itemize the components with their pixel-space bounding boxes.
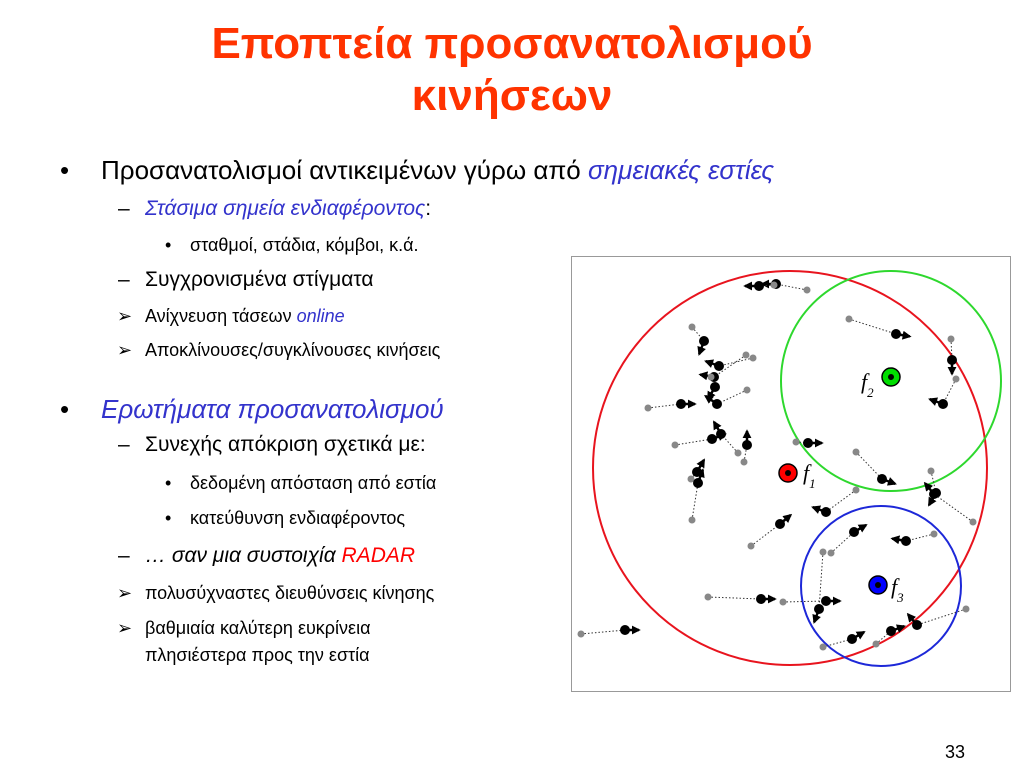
sub-bullet-2a: Συνεχής απόκριση σχετικά με: xyxy=(145,433,426,456)
sub-bullet-2b-emphasis: … σαν μια συστοιχία xyxy=(145,544,342,567)
sub-bullet-1a-colon: : xyxy=(425,197,432,220)
sub-bullet-1a-emphasis: Στάσιμα σημεία ενδιαφέροντος xyxy=(145,197,426,220)
current-position-dot xyxy=(710,382,720,392)
sub-bullet-2d-line-2: πλησιέστερα προς την εστία xyxy=(145,645,370,665)
slide-title xyxy=(0,18,1024,122)
bullet-dot: • xyxy=(165,508,172,528)
sub-bullet-1c-emphasis: online xyxy=(296,306,345,326)
current-position-dot xyxy=(714,361,724,371)
current-position-dot xyxy=(847,634,857,644)
previous-position-dot xyxy=(853,449,860,456)
previous-position-dot xyxy=(828,550,835,557)
previous-position-dot xyxy=(689,517,696,524)
previous-position-dot xyxy=(793,439,800,446)
focus-2-sub: 2 xyxy=(867,385,874,400)
bullet-point-2: Ερωτήματα προσανατολισμού xyxy=(101,394,444,424)
current-position-dot xyxy=(814,604,824,614)
current-position-dot xyxy=(901,536,911,546)
previous-position-dot xyxy=(853,487,860,494)
bullet-1-emphasis: σημειακές εστίες xyxy=(588,155,774,185)
current-position-dot xyxy=(947,355,957,365)
current-position-dot xyxy=(938,399,948,409)
bullet-dot: • xyxy=(165,473,172,493)
previous-position-dot xyxy=(820,644,827,651)
focus-3-letter: f xyxy=(891,574,898,599)
previous-position-dot xyxy=(771,282,778,289)
focus-3-center xyxy=(875,582,881,588)
sub-bullet-2b xyxy=(145,544,415,568)
current-position-dot xyxy=(912,620,922,630)
bullet-point-1 xyxy=(101,155,774,186)
current-position-dot xyxy=(742,440,752,450)
arrow-bullet: ➢ xyxy=(117,618,133,638)
orientation-diagram xyxy=(571,256,1011,692)
arrow-bullet: ➢ xyxy=(117,340,133,360)
previous-position-dot xyxy=(744,387,751,394)
previous-position-dot xyxy=(689,324,696,331)
bullet-1-text: Προσανατολισμοί αντικειμένων γύρω από xyxy=(101,155,588,185)
dash-bullet: – xyxy=(118,268,130,291)
previous-position-dot xyxy=(846,316,853,323)
previous-position-dot xyxy=(931,531,938,538)
focus-2-center xyxy=(888,374,894,380)
previous-position-dot xyxy=(804,287,811,294)
current-position-dot xyxy=(929,489,939,499)
arrow-bullet: ➢ xyxy=(117,583,133,603)
dash-bullet: – xyxy=(118,197,130,220)
current-position-dot xyxy=(886,626,896,636)
previous-position-dot xyxy=(748,543,755,550)
previous-position-dot xyxy=(953,376,960,383)
bullet-dot: • xyxy=(60,394,70,424)
previous-position-dot xyxy=(578,631,585,638)
previous-position-dot xyxy=(705,594,712,601)
previous-position-dot xyxy=(672,442,679,449)
focus-1-center xyxy=(785,470,791,476)
current-position-dot xyxy=(821,596,831,606)
previous-position-dot xyxy=(970,519,977,526)
focus-3-sub: 3 xyxy=(897,590,904,605)
sub-sub-bullet-2a-ii: κατεύθυνση ενδιαφέροντος xyxy=(190,508,406,528)
current-position-dot xyxy=(693,478,703,488)
dash-bullet: – xyxy=(118,544,130,567)
focus-1-sub: 1 xyxy=(809,476,816,491)
arrow-bullet: ➢ xyxy=(117,306,133,326)
current-position-dot xyxy=(699,336,709,346)
previous-position-dot xyxy=(820,549,827,556)
sub-bullet-2b-radar: RADAR xyxy=(341,544,416,567)
sub-sub-bullet-2a-i: δεδομένη απόσταση από εστία xyxy=(190,473,437,493)
focus-1-letter: f xyxy=(803,460,810,485)
previous-position-dot xyxy=(743,352,750,359)
current-position-dot xyxy=(707,434,717,444)
bullet-dot: • xyxy=(60,155,70,185)
dash-bullet: – xyxy=(118,433,130,456)
sub-bullet-1b: Συγχρονισμένα στίγματα xyxy=(145,268,374,291)
current-position-dot xyxy=(716,429,726,439)
current-position-dot xyxy=(756,594,766,604)
bullet-dot: • xyxy=(165,235,172,255)
current-position-dot xyxy=(754,281,764,291)
focus-2-letter: f xyxy=(861,369,868,394)
current-position-dot xyxy=(849,527,859,537)
previous-position-dot xyxy=(645,405,652,412)
current-position-dot xyxy=(676,399,686,409)
current-position-dot xyxy=(891,329,901,339)
previous-position-dot xyxy=(963,606,970,613)
previous-position-dot xyxy=(948,336,955,343)
page-number: 33 xyxy=(945,742,966,762)
previous-position-dot xyxy=(741,459,748,466)
previous-position-dot xyxy=(928,468,935,475)
sub-sub-bullet-1a-i: σταθμοί, στάδια, κόμβοι, κ.ά. xyxy=(190,235,419,255)
previous-position-dot xyxy=(873,641,880,648)
current-position-dot xyxy=(877,474,887,484)
title-line-2: κινήσεων xyxy=(411,71,613,120)
previous-position-dot xyxy=(780,599,787,606)
sub-bullet-1a xyxy=(145,197,431,221)
sub-bullet-2c: πολυσύχναστες διευθύνσεις κίνησης xyxy=(145,583,435,603)
title-line-1: Εποπτεία προσανατολισμού xyxy=(211,19,813,68)
sub-bullet-1c xyxy=(145,306,345,327)
sub-bullet-2d-line-1: βαθμιαία καλύτερη ευκρίνεια xyxy=(145,618,371,638)
previous-position-dot xyxy=(708,374,715,381)
current-position-dot xyxy=(803,438,813,448)
current-position-dot xyxy=(620,625,630,635)
sub-bullet-1d: Αποκλίνουσες/συγκλίνουσες κινήσεις xyxy=(145,340,441,360)
current-position-dot xyxy=(821,507,831,517)
previous-position-dot xyxy=(750,355,757,362)
previous-position-dot xyxy=(735,450,742,457)
current-position-dot xyxy=(775,519,785,529)
current-position-dot xyxy=(712,399,722,409)
sub-bullet-1c-text: Ανίχνευση τάσεων xyxy=(145,306,297,326)
